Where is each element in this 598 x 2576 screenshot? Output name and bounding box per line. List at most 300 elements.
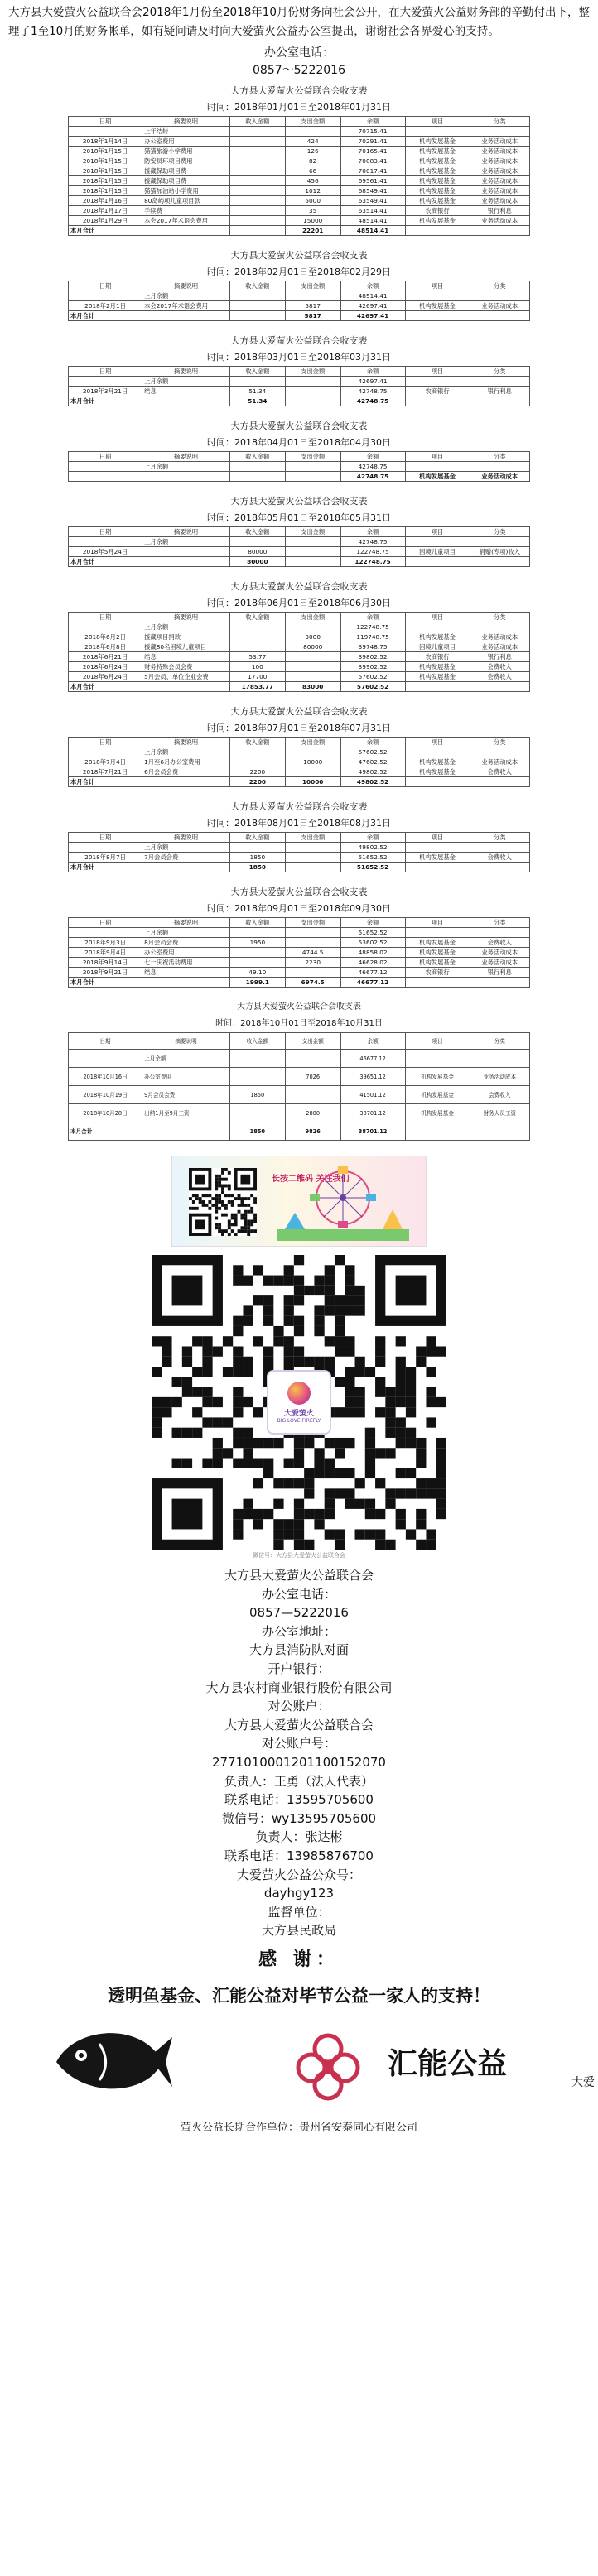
total-cell: 17853.77 [229,682,285,692]
table-cell: 2018年9月4日 [69,948,142,958]
table-row [69,137,530,147]
total-cell [405,1122,470,1141]
intro-paragraph: 大方县大爱萤火公益联合会2018年1月份至2018年10月份财务向社会公开，在大爱萤火公益财务部的辛勤付出下，整理了1至10月的财务帐单，如有疑问请及时向大爱萤火公益办公室提出，谢谢社会各界爱心的支持。 [8,6,590,38]
column-header: 支出金额 [285,1033,340,1050]
ledger-report [68,884,530,988]
table-cell [229,622,285,632]
total-row [69,978,530,988]
table-cell: 2018年9月21日 [69,968,142,978]
total-cell: 57602.52 [340,682,405,692]
table-row [69,757,530,767]
column-header: 日期 [69,527,142,537]
table-cell: 2018年1月14日 [69,137,142,147]
table-cell: 上年结转 [142,127,230,137]
table-cell: 银行利息 [470,206,529,216]
total-cell [470,863,529,872]
table-cell [229,1050,285,1068]
column-header: 分类 [470,918,529,928]
table-cell: 63514.41 [340,206,405,216]
table-cell: 结息 [142,652,230,662]
table-cell: 49802.52 [340,767,405,777]
contact-line: 0857—5222016 [249,1605,349,1621]
total-cell [470,311,529,321]
total-cell [470,978,529,988]
table-cell: 业务活动成本 [470,958,529,968]
column-header: 日期 [69,918,142,928]
table-cell [229,137,285,147]
follow-banner [171,1156,427,1247]
table-cell [405,377,470,387]
table-row [69,652,530,662]
table-cell [229,291,285,301]
sponsor-logos [0,2016,598,2107]
table-cell [470,462,529,472]
table-cell: 机构发展基金 [405,958,470,968]
table-cell: 63549.41 [340,196,405,206]
column-header: 摘要说明 [142,833,230,843]
table-cell: 122748.75 [340,622,405,632]
ledger-table [68,526,530,567]
table-header-row [69,738,530,747]
table-cell: 上月余额 [142,622,230,632]
table-cell [285,672,340,682]
report-title: 大方县大爱萤火公益联合会收支表 [230,496,368,507]
total-cell: 1999.1 [229,978,285,988]
total-cell [142,863,230,872]
column-header: 分类 [470,367,529,377]
follow-caption: 长按二维码 关注我们 [272,1175,350,1184]
table-cell: 机构发展基金 [405,853,470,863]
column-header: 支出金额 [285,367,340,377]
table-cell: 41501.12 [340,1086,405,1104]
table-cell: 42697.41 [340,301,405,311]
table-cell: 会费收入 [470,1086,529,1104]
report-period: 时间：2018年03月01日至2018年03月31日 [207,352,391,363]
table-row [69,462,530,472]
table-row [69,1086,530,1104]
corner-text: 大爱 [571,2075,595,2089]
table-cell: 七一庆祝活动费用 [142,958,230,968]
table-cell [285,853,340,863]
table-cell: 办公室费用 [142,137,230,147]
ledger-report [68,579,530,692]
table-cell [285,387,340,396]
column-header: 日期 [69,613,142,622]
table-header-row [69,833,530,843]
table-cell: 机构发展基金 [405,137,470,147]
total-row [69,1122,530,1141]
table-cell: 2018年9月14日 [69,958,142,968]
report-period: 时间：2018年01月01日至2018年01月31日 [207,102,391,113]
column-header: 收入金额 [229,613,285,622]
report-title: 大方县大爱萤火公益联合会收支表 [230,335,368,346]
total-cell [405,682,470,692]
table-cell: 53.77 [229,652,285,662]
total-cell [405,863,470,872]
table-cell: 4744.5 [285,948,340,958]
contact-line: 大爱萤火公益公众号： [236,1867,361,1882]
column-header: 收入金额 [229,1033,285,1050]
table-cell: 2018年10月16日 [69,1068,142,1086]
table-cell [69,843,142,853]
column-header: 日期 [69,117,142,127]
thanks-heading: 感 谢： [258,1949,340,1970]
table-cell: 80000 [285,642,340,652]
table-cell [229,156,285,166]
contact-line: 大方县消防队对面 [248,1642,349,1658]
table-cell [229,958,285,968]
column-header: 分类 [470,738,529,747]
table-cell: 猫猫加油站小学费用 [142,186,230,196]
total-cell: 51.34 [229,396,285,406]
table-cell: 2018年1月15日 [69,166,142,176]
total-cell: 9826 [285,1122,340,1141]
table-cell [470,928,529,938]
table-row [69,206,530,216]
table-cell: 机构发展基金 [405,176,470,186]
column-header: 收入金额 [229,918,285,928]
table-cell [229,206,285,216]
column-header: 日期 [69,367,142,377]
table-cell [285,127,340,137]
table-cell: 80岛屿项儿童项目款 [142,196,230,206]
table-cell: 51652.52 [340,928,405,938]
table-row [69,1050,530,1068]
small-qr-icon [189,1168,257,1236]
ledger-table [68,116,530,236]
column-header: 支出金额 [285,833,340,843]
table-cell: 70165.41 [340,147,405,156]
report-period: 时间：2018年04月01日至2018年04月30日 [207,437,391,448]
total-row [69,396,530,406]
table-cell [405,928,470,938]
column-header: 分类 [470,281,529,291]
report-period: 时间：2018年08月01日至2018年08月31日 [207,818,391,829]
table-cell: 业务活动成本 [470,147,529,156]
total-cell [405,396,470,406]
ledger-report [68,418,530,482]
table-cell: 2018年6月24日 [69,662,142,672]
total-cell [285,863,340,872]
table-cell [69,291,142,301]
table-cell: 机构发展基金 [405,767,470,777]
total-cell [470,777,529,787]
table-cell: 猫猫旅游小学费用 [142,147,230,156]
table-cell [69,537,142,547]
report-title: 大方县大爱萤火公益联合会收支表 [230,706,368,717]
column-header: 支出金额 [285,452,340,462]
hotline [0,45,598,79]
table-cell [470,843,529,853]
column-header: 余额 [340,281,405,291]
column-header: 分类 [470,613,529,622]
table-cell: 农商银行 [405,652,470,662]
table-cell: 1950 [229,938,285,948]
table-cell: 办公室费用 [142,948,230,958]
table-cell: 机构发展基金 [405,1068,470,1086]
table-cell: 援藏项目捐款 [142,632,230,642]
table-cell [285,843,340,853]
column-header: 余额 [340,1033,405,1050]
table-cell: 2200 [229,767,285,777]
table-cell [405,747,470,757]
table-cell [405,537,470,547]
table-cell [285,462,340,472]
report-title: 大方县大爱萤火公益联合会收支表 [230,85,368,96]
table-cell: 2018年1月29日 [69,216,142,226]
table-cell: 机构发展基金 [405,1086,470,1104]
table-row [69,632,530,642]
table-cell: 1月至6月办公室费用 [142,757,230,767]
column-header: 摘要说明 [142,527,230,537]
table-cell: 7月会员会费 [142,853,230,863]
table-cell [470,377,529,387]
column-header: 项目 [405,1033,470,1050]
table-cell [285,968,340,978]
total-cell: 48514.41 [340,226,405,236]
table-cell: 35 [285,206,340,216]
table-row [69,291,530,301]
total-cell [405,978,470,988]
table-cell: 机构发展基金 [405,757,470,767]
table-cell [69,462,142,472]
table-cell: 456 [285,176,340,186]
table-cell: 2018年2月1日 [69,301,142,311]
total-cell [470,682,529,692]
table-cell: 机构发展基金 [405,948,470,958]
report-period: 时间：2018年09月01日至2018年09月30日 [207,903,391,914]
total-cell [285,472,340,482]
table-cell: 援藏80名困境儿童项目 [142,642,230,652]
table-cell: 68549.41 [340,186,405,196]
table-cell: 出纳1月至9月工资 [142,1104,230,1122]
table-cell: 2018年1月15日 [69,156,142,166]
table-cell: 结息 [142,968,230,978]
ledger-table [68,737,530,787]
table-cell: 农商银行 [405,206,470,216]
report-period: 时间：2018年06月01日至2018年06月30日 [207,598,391,608]
table-cell: 48514.41 [340,216,405,226]
table-cell [470,747,529,757]
table-cell [229,166,285,176]
ledger-table [68,612,530,692]
total-row [69,863,530,872]
table-row [69,672,530,682]
column-header: 余额 [340,367,405,377]
ledger-table [68,1032,530,1141]
column-header: 收入金额 [229,117,285,127]
total-cell: 42748.75 [340,396,405,406]
table-cell: 49802.52 [340,843,405,853]
column-header: 收入金额 [229,452,285,462]
total-cell [229,226,285,236]
table-cell: 51652.52 [340,853,405,863]
qr-note: 微信号：大方县大爱萤火公益联合会 [253,1552,345,1559]
table-row [69,938,530,948]
table-cell [405,843,470,853]
table-cell [229,176,285,186]
column-header: 项目 [405,918,470,928]
total-cell [229,472,285,482]
table-cell: 2018年1月15日 [69,147,142,156]
table-cell [470,127,529,137]
table-cell: 70017.41 [340,166,405,176]
report-period: 时间：2018年10月01日至2018年10月31日 [215,1019,383,1028]
table-cell: 结息 [142,387,230,396]
column-header: 摘要说明 [142,613,230,622]
table-cell: 5月会员、单位企业会费 [142,672,230,682]
hotline-label: 办公室电话： [264,46,334,60]
table-cell: 57602.52 [340,672,405,682]
total-cell: 机构发展基金 [405,472,470,482]
report-period: 时间：2018年07月01日至2018年07月31日 [207,723,391,733]
total-cell [470,557,529,567]
report-period: 时间：2018年02月01日至2018年02月29日 [207,267,391,277]
table-cell: 援藏保助项目费 [142,166,230,176]
table-cell: 银行利息 [470,968,529,978]
table-cell [229,216,285,226]
table-cell: 会费收入 [470,672,529,682]
total-cell [142,978,230,988]
table-cell: 业务活动成本 [470,948,529,958]
total-cell [142,472,230,482]
table-cell: 80000 [229,547,285,557]
table-cell: 会费收入 [470,767,529,777]
table-header-row [69,1033,530,1050]
table-cell [229,186,285,196]
table-cell: 15000 [285,216,340,226]
table-cell [229,642,285,652]
column-header: 余额 [340,738,405,747]
table-cell: 39802.52 [340,652,405,662]
table-cell [229,843,285,853]
table-cell: 上月余额 [142,537,230,547]
column-header: 摘要说明 [142,281,230,291]
table-header-row [69,117,530,127]
table-cell: 本会2017年术语会费用 [142,216,230,226]
table-cell [285,747,340,757]
table-row [69,1104,530,1122]
ledger-table [68,832,530,872]
total-cell [470,396,529,406]
contact-line: 监督单位： [268,1904,330,1920]
table-cell: 业务活动成本 [470,137,529,147]
table-header-row [69,527,530,537]
table-cell: 困境儿童项目 [405,547,470,557]
thanks-message: 透明鱼基金、汇能公益对毕节公益一家人的支持！ [108,1985,490,2006]
table-header-row [69,452,530,462]
table-cell: 1850 [229,1086,285,1104]
table-cell: 66 [285,166,340,176]
contact-line: 大方县民政局 [261,1923,336,1939]
total-cell: 38701.12 [340,1122,405,1141]
reports-container [0,83,598,1141]
table-cell: 49.10 [229,968,285,978]
table-cell: 42748.75 [340,537,405,547]
table-cell: 财务人员工资 [470,1104,529,1122]
total-cell [405,311,470,321]
table-cell [285,938,340,948]
table-row [69,196,530,206]
total-cell [142,226,230,236]
table-cell: 机构发展基金 [405,938,470,948]
total-cell: 本月合计 [69,1122,142,1141]
contact-line: 大方县大爱萤火公益联合会 [224,1717,374,1733]
qr-center-logo [267,1370,331,1435]
column-header: 收入金额 [229,833,285,843]
table-cell: 70715.41 [340,127,405,137]
column-header: 支出金额 [285,527,340,537]
column-header: 项目 [405,367,470,377]
total-row [69,682,530,692]
column-header: 支出金额 [285,918,340,928]
table-cell: 100 [229,662,285,672]
table-cell: 42748.75 [340,462,405,472]
contact-line: 负责人：张达彬 [255,1829,343,1845]
table-row [69,377,530,387]
ledger-report [68,493,530,567]
column-header: 分类 [470,452,529,462]
table-cell: 2018年9月3日 [69,938,142,948]
column-header: 余额 [340,833,405,843]
ledger-table [68,281,530,321]
total-cell: 本月合计 [69,396,142,406]
table-cell: 2018年10月19日 [69,1086,142,1104]
table-row [69,948,530,958]
total-cell: 10000 [285,777,340,787]
total-cell [405,226,470,236]
total-cell: 22201 [285,226,340,236]
total-cell: 122748.75 [340,557,405,567]
table-cell [405,462,470,472]
wechat-qr-code[interactable] [152,1255,446,1550]
contact-line: 大方县大爱萤火公益联合会 [224,1568,374,1583]
contact-line: 对公账户号： [261,1736,336,1752]
table-cell: 2018年10月28日 [69,1104,142,1122]
table-cell [285,377,340,387]
total-row [69,557,530,567]
table-cell [470,537,529,547]
total-cell [229,311,285,321]
contact-line: 开户银行： [268,1660,330,1676]
table-cell: 51.34 [229,387,285,396]
table-row [69,622,530,632]
contact-line: 办公室电话： [261,1586,336,1602]
column-header: 余额 [340,918,405,928]
table-cell [285,537,340,547]
total-cell: 本月合计 [69,777,142,787]
table-cell [69,1050,142,1068]
table-row [69,642,530,652]
table-cell: 48858.02 [340,948,405,958]
column-header: 摘要说明 [142,117,230,127]
table-cell: 会费收入 [470,853,529,863]
table-cell [69,622,142,632]
ferris-wheel-icon [277,1165,409,1241]
huineng-name: 汇能公益 [388,2046,508,2081]
table-cell: 10000 [285,757,340,767]
table-cell: 82 [285,156,340,166]
table-cell [285,928,340,938]
table-cell: 2018年6月21日 [69,652,142,662]
table-cell: 39651.12 [340,1068,405,1086]
column-header: 项目 [405,613,470,622]
qr-logo-subtext: BIG LOVE FIREFLY [277,1417,321,1424]
table-cell: 困境儿童项目 [405,642,470,652]
contact-line: 联系电话：13595705600 [224,1792,374,1808]
table-header-row [69,613,530,622]
table-cell: 2018年1月16日 [69,196,142,206]
